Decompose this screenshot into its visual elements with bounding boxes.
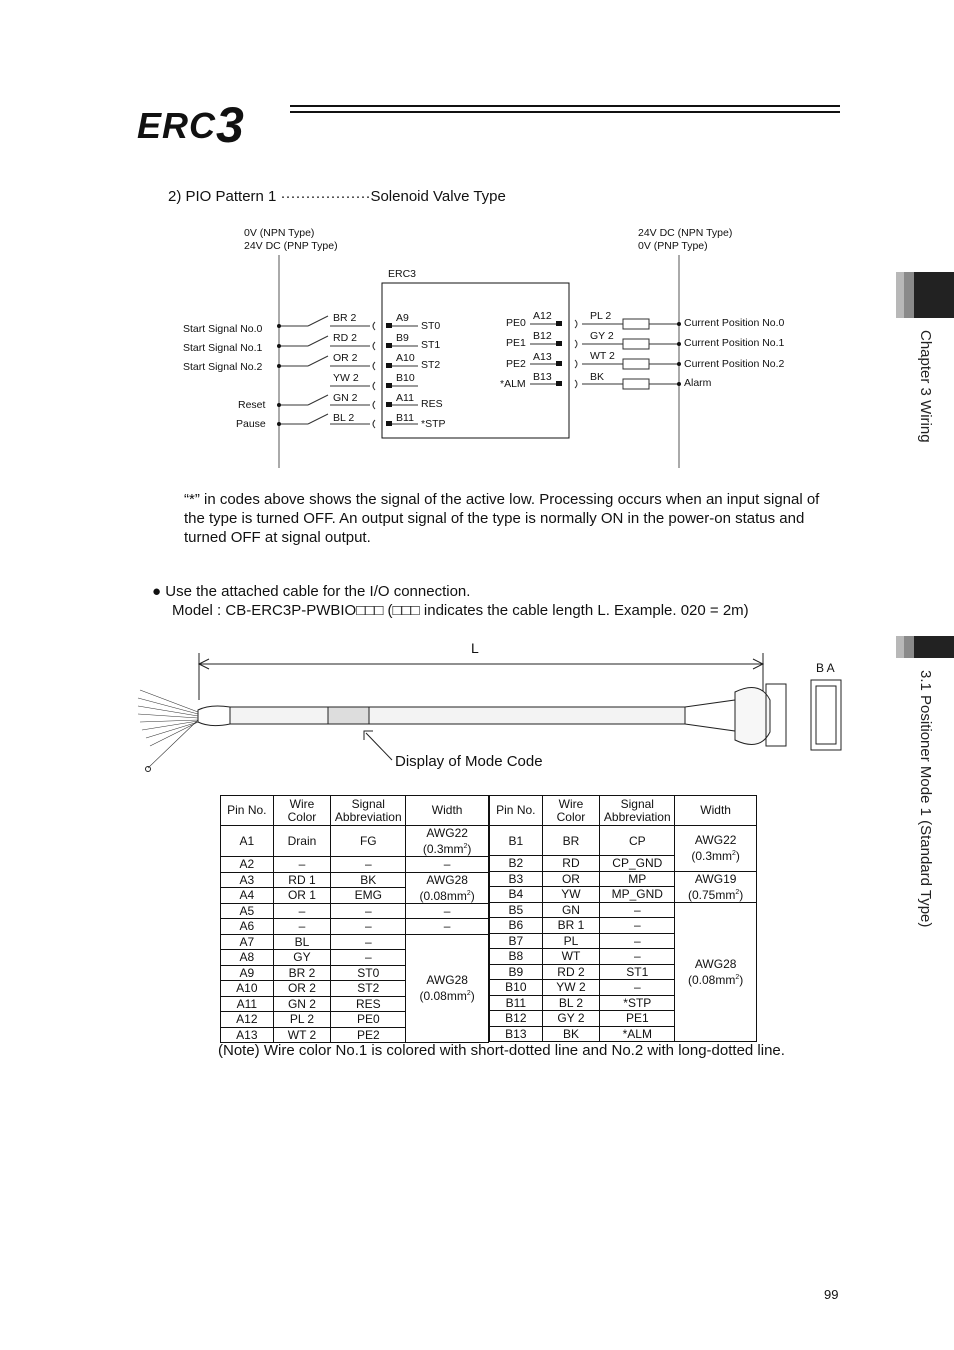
input-pin: A10 <box>396 352 415 364</box>
width-cell: AWG22 $(0.3mm^2)$ <box>406 826 489 857</box>
table-row: B13 BK *ALM <box>490 1026 757 1042</box>
col-width: Width <box>406 796 489 826</box>
output-pin: B12 <box>533 330 552 342</box>
input-signal: ST1 <box>421 339 441 351</box>
col-pin: Pin No. <box>490 796 543 826</box>
table-row: A9 BR 2 ST0 <box>221 965 489 981</box>
section-title: 2) PIO Pattern 1 ··················Solenoid Valve Type <box>168 188 506 205</box>
output-signal: *ALM <box>500 378 526 390</box>
table-row: B11 BL 2 *STP <box>490 995 757 1011</box>
table-row: A3 RD 1 BK AWG28 $(0.08mm^2)$ <box>221 872 489 888</box>
width-cell: AWG19 $(0.75mm^2)$ <box>675 871 757 902</box>
signal-cell: FG <box>331 826 406 857</box>
left-supply-line2: 24V DC (PNP Type) <box>244 240 338 252</box>
col-signal: Signal Abbreviation <box>331 796 406 826</box>
page-number: 99 <box>824 1287 839 1302</box>
input-name: Pause <box>236 418 266 430</box>
table-row: B5 GN – AWG28 $(0.08mm^2)$ <box>490 902 757 918</box>
width-cell: AWG28 $(0.08mm^2)$ <box>406 934 489 1043</box>
input-wire: OR 2 <box>333 352 358 364</box>
right-supply-line1: 24V DC (NPN Type) <box>638 227 733 239</box>
output-pin: B13 <box>533 371 552 383</box>
table-header-row <box>490 796 757 826</box>
erc3-logo: ERC3 <box>137 97 245 153</box>
input-signal: ST2 <box>421 359 441 371</box>
table-row: A12 PL 2 PE0 <box>221 1012 489 1028</box>
connector-row-label: B A <box>816 661 835 675</box>
model-line: Model : CB-ERC3P-PWBIO□□□ (□□□ indicates the cable length L. Example. 020 = 2m) <box>172 602 749 619</box>
left-supply-line1: 0V (NPN Type) <box>244 227 315 239</box>
table-header-row <box>221 796 489 826</box>
mode-code-label: Display of Mode Code <box>395 753 543 770</box>
table-row: B1 BR CP AWG22 $(0.3mm^2)$ <box>490 826 757 856</box>
output-wire: PL 2 <box>590 310 612 322</box>
table-row: B9 RD 2 ST1 <box>490 964 757 980</box>
right-supply-line2: 0V (PNP Type) <box>638 240 708 252</box>
output-signal: PE0 <box>506 317 526 329</box>
pin-cell: A1 <box>221 826 274 857</box>
output-wire: GY 2 <box>590 330 614 342</box>
output-wire: WT 2 <box>590 350 615 362</box>
controller-label: ERC3 <box>388 268 417 280</box>
table-row: A11 GN 2 RES <box>221 996 489 1012</box>
table-row: B3 OR MP AWG19 $(0.75mm^2)$ <box>490 871 757 887</box>
input-pin: B10 <box>396 372 415 384</box>
output-name: Current Position No.2 <box>684 358 785 370</box>
input-wire: BL 2 <box>333 412 355 424</box>
table-row: A8 GY – <box>221 950 489 966</box>
table-row <box>221 826 489 857</box>
table-row: A4 OR 1 EMG <box>221 888 489 904</box>
input-pin: A9 <box>396 312 409 324</box>
table-row: A5 – – – <box>221 903 489 919</box>
input-pin: A11 <box>396 392 414 404</box>
input-wire: GN 2 <box>333 392 358 404</box>
output-signal: PE2 <box>506 358 526 370</box>
output-pin: A12 <box>533 310 552 322</box>
input-pin: B9 <box>396 332 409 344</box>
cable-length-label: L <box>471 640 479 656</box>
table-row: B12 GY 2 PE1 <box>490 1011 757 1027</box>
width-cell: AWG28 $(0.08mm^2)$ <box>675 902 757 1042</box>
output-wire: BK <box>590 371 605 383</box>
table-row: B10 YW 2 – <box>490 980 757 996</box>
chapter-tab-label: Chapter 3 Wiring <box>917 330 934 443</box>
wire-cell: Drain <box>273 826 331 857</box>
col-wire: Wire Color <box>542 796 600 826</box>
cable-instruction-text: Use the attached cable for the I/O connection. <box>165 583 471 600</box>
table-row: B8 WT – <box>490 949 757 965</box>
input-wire: YW 2 <box>333 372 359 384</box>
input-name: Start Signal No.0 <box>183 323 263 335</box>
output-name: Current Position No.1 <box>684 337 785 349</box>
cable-instruction: ● Use the attached cable for the I/O connection. <box>152 583 471 600</box>
col-wire: Wire Color <box>273 796 331 826</box>
width-cell: AWG22 $(0.3mm^2)$ <box>675 826 757 872</box>
pin-table-a <box>220 795 489 1043</box>
input-pin: B11 <box>396 412 414 424</box>
table-row: A2 – – – <box>221 857 489 873</box>
col-pin: Pin No. <box>221 796 274 826</box>
table-row: B2 RD CP_GND <box>490 856 757 872</box>
input-wire: RD 2 <box>333 332 357 344</box>
table-row: A10 OR 2 ST2 <box>221 981 489 997</box>
pin-table-b <box>489 795 757 1042</box>
output-signal: PE1 <box>506 337 526 349</box>
table-row: B7 PL – <box>490 933 757 949</box>
section-tab-label: 3.1 Positioner Mode 1 (Standard Type) <box>917 670 934 928</box>
table-row: A7 BL – AWG28 $(0.08mm^2)$ <box>221 934 489 950</box>
output-name: Current Position No.0 <box>684 317 785 329</box>
input-name: Start Signal No.1 <box>183 342 263 354</box>
col-width: Width <box>675 796 757 826</box>
input-name: Reset <box>238 399 266 411</box>
table-row: B6 BR 1 – <box>490 918 757 934</box>
input-name: Start Signal No.2 <box>183 361 263 373</box>
input-wire: BR 2 <box>333 312 357 324</box>
col-signal: Signal Abbreviation <box>600 796 675 826</box>
input-signal: ST0 <box>421 320 441 332</box>
input-signal: *STP <box>421 418 446 430</box>
output-pin: A13 <box>533 351 552 363</box>
output-name: Alarm <box>684 377 712 389</box>
wire-color-note: (Note) Wire color No.1 is colored with short-dotted line and No.2 with long-dotted line. <box>218 1042 785 1059</box>
table-row: B4 YW MP_GND <box>490 887 757 903</box>
table-row: A13 WT 2 PE2 <box>221 1027 489 1043</box>
width-cell: AWG28 $(0.08mm^2)$ <box>406 872 489 903</box>
table-row: A6 – – – <box>221 919 489 935</box>
active-low-note: “*” in codes above shows the signal of the active low. Processing occurs when an input signal of the type is turned OFF. An output signal of the type is normally ON in the power-on status and turned OFF at signal output. <box>184 491 820 546</box>
input-signal: RES <box>421 398 443 410</box>
